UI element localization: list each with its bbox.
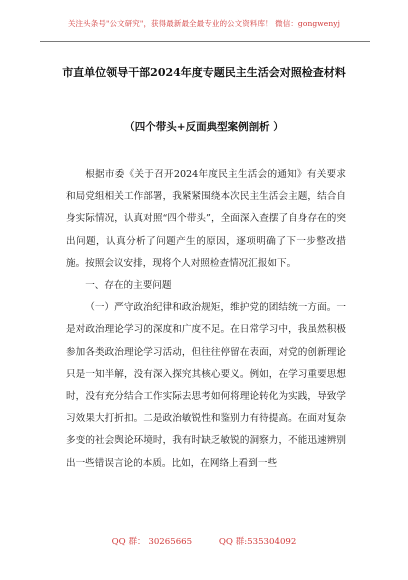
paragraph-section-1: （一）严守政治纪律和政治规矩，维护党的团结统一方面。一是对政治理论学习的深度和广度不足。在日常学习中，我虽然积极参加各类政治理论学习活动，但往往停留在表面，对党的创新理论只是一知半解，没有深入探究其核心要义。例如，在学习重要思想时，没有充分结合工作实际去思考如何将理论转化为实践，导致学习效果大打折扣。二是政治敏锐性和鉴别力有待提高。在面对复杂多变的社会舆论环境时，我有时缺乏敏锐的洞察力，不能迅速辨别出一些错误言论的本质。比如，在网络上看到一些 bbox=[66, 302, 346, 469]
footer-qq-group-1: QQ 群： 30265665 bbox=[111, 537, 193, 547]
promo-banner: 关注头条号"公文研究"，获得最新最全最专业的公文资料库！ 微信：gongwenyj bbox=[67, 19, 341, 28]
document-body bbox=[66, 164, 346, 475]
footer-contacts bbox=[0, 535, 408, 547]
footer-qq-group-2: QQ 群:535304092 bbox=[218, 537, 297, 547]
header-divider bbox=[40, 41, 370, 42]
section-heading: 一、存在的主要问题 bbox=[85, 280, 172, 292]
document-subtitle: （四个带头+反面典型案例剖析 ） bbox=[124, 121, 284, 133]
document-title: 市直单位领导干部2024年度专题民主生活会对照检查材料 bbox=[62, 66, 346, 79]
paragraph-intro: 根据市委《关于召开2024年度民主生活会的通知》有关要求和局党组相关工作部署，我紧紧围绕本次民主生活会主题，结合自身实际情况，认真对照“四个带头”，全面深入查摆了自身存在的突出问题，认真分析了问题产生的原因，逐项明确了下一步整改措施。按照会议安排，现将个人对照检查情况汇报如下。 bbox=[66, 169, 346, 269]
